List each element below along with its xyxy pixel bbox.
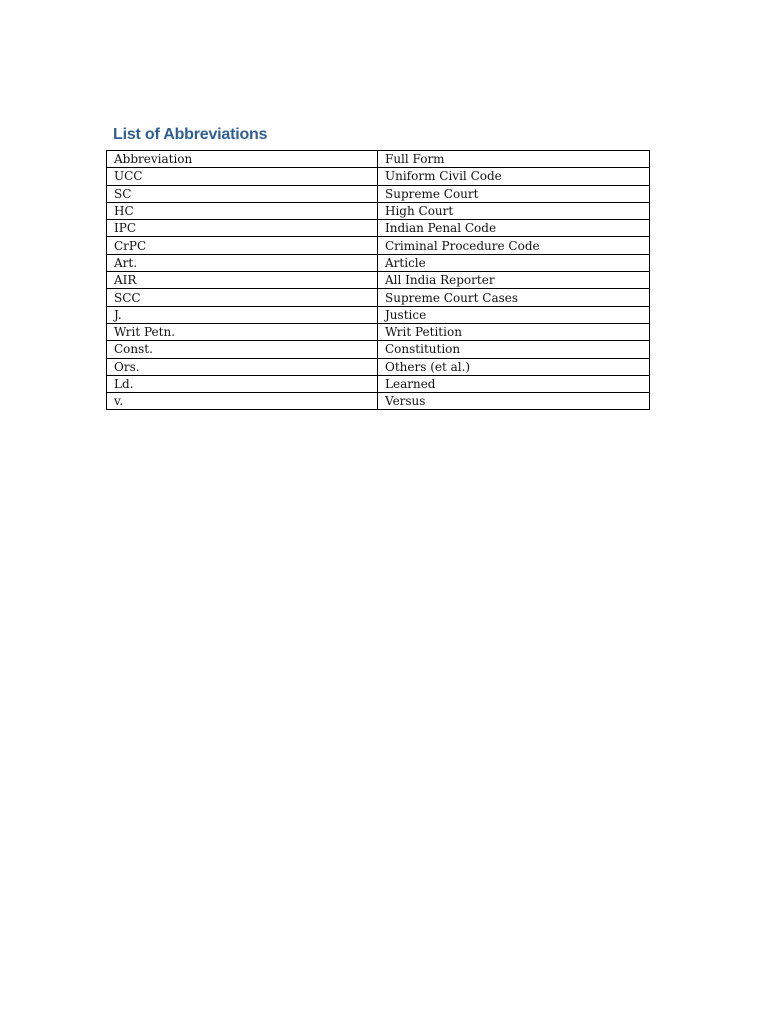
full-form-cell: Constitution <box>378 341 650 358</box>
table-row <box>107 393 650 410</box>
abbreviation-cell: v. <box>107 393 378 410</box>
abbreviation-cell: Writ Petn. <box>107 323 378 340</box>
abbreviation-cell: CrPC <box>107 237 378 254</box>
full-form-cell: Supreme Court Cases <box>378 289 650 306</box>
full-form-cell: Indian Penal Code <box>378 220 650 237</box>
full-form-cell: Writ Petition <box>378 323 650 340</box>
full-form-cell: Article <box>378 254 650 271</box>
abbreviations-table-body <box>107 151 650 410</box>
table-row <box>107 341 650 358</box>
table-row <box>107 272 650 289</box>
table-row <box>107 202 650 219</box>
table-row <box>107 185 650 202</box>
abbreviation-cell: J. <box>107 306 378 323</box>
table-row <box>107 220 650 237</box>
full-form-cell: Criminal Procedure Code <box>378 237 650 254</box>
table-row <box>107 289 650 306</box>
table-row <box>107 306 650 323</box>
full-form-cell: All India Reporter <box>378 272 650 289</box>
full-form-cell: Learned <box>378 375 650 392</box>
full-form-cell: Justice <box>378 306 650 323</box>
table-row <box>107 375 650 392</box>
abbreviation-cell: Ld. <box>107 375 378 392</box>
table-row <box>107 237 650 254</box>
full-form-cell: Versus <box>378 393 650 410</box>
abbreviation-cell: SC <box>107 185 378 202</box>
full-form-cell: High Court <box>378 202 650 219</box>
table-header-row <box>107 151 650 168</box>
table-row <box>107 168 650 185</box>
abbreviation-cell: Art. <box>107 254 378 271</box>
abbreviation-cell: Ors. <box>107 358 378 375</box>
abbreviation-cell: UCC <box>107 168 378 185</box>
abbreviation-cell: IPC <box>107 220 378 237</box>
abbreviation-cell: AIR <box>107 272 378 289</box>
header-full-form: Full Form <box>378 151 650 168</box>
header-abbreviation: Abbreviation <box>107 151 378 168</box>
table-row <box>107 254 650 271</box>
abbreviations-table <box>106 150 650 410</box>
abbreviation-cell: HC <box>107 202 378 219</box>
full-form-cell: Others (et al.) <box>378 358 650 375</box>
abbreviation-cell: Const. <box>107 341 378 358</box>
full-form-cell: Uniform Civil Code <box>378 168 650 185</box>
abbreviation-cell: SCC <box>107 289 378 306</box>
full-form-cell: Supreme Court <box>378 185 650 202</box>
table-row <box>107 358 650 375</box>
table-row <box>107 323 650 340</box>
page-title: List of Abbreviations <box>113 126 268 143</box>
